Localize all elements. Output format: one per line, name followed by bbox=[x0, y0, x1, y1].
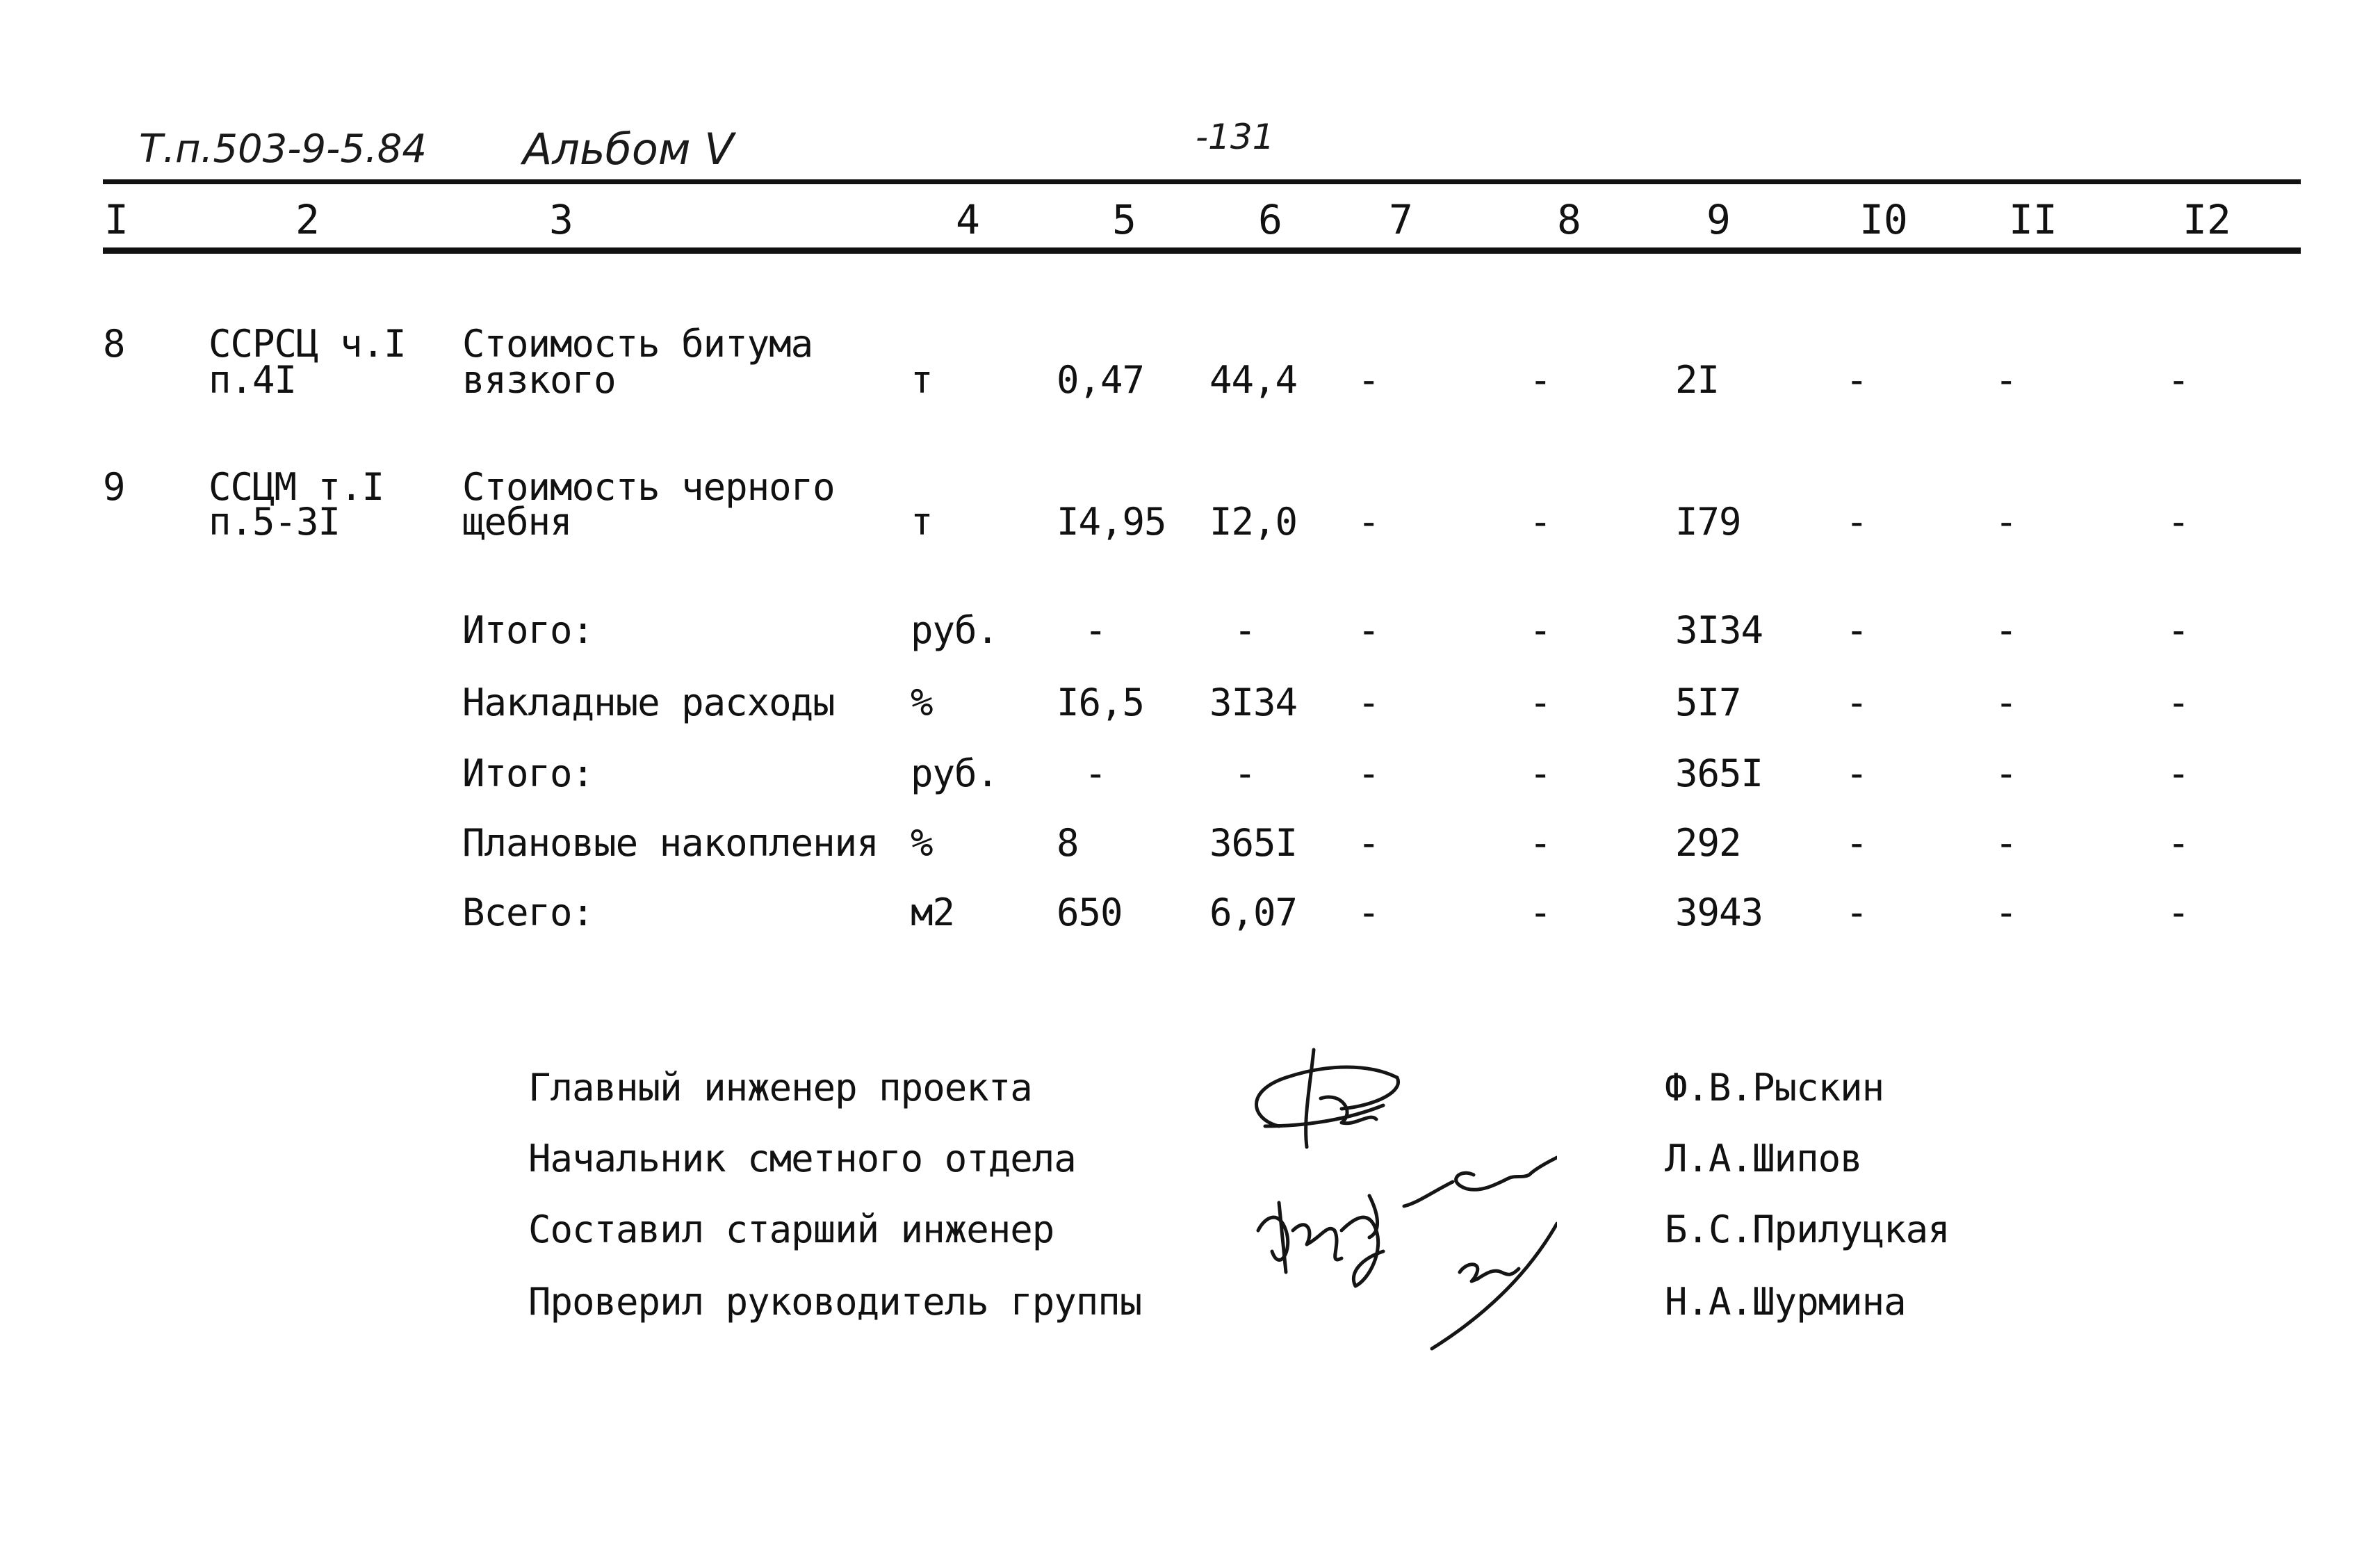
summary-dash: - bbox=[1995, 891, 2017, 934]
row-value: 0,47 bbox=[1057, 358, 1145, 402]
summary-value: - bbox=[1084, 608, 1107, 652]
row-basis: п.5-3I bbox=[209, 500, 341, 544]
column-header: II bbox=[2009, 196, 2057, 243]
signature-name: Н.А.Шурмина bbox=[1665, 1280, 1906, 1324]
row-dash: - bbox=[2167, 500, 2190, 544]
summary-dash: - bbox=[1995, 681, 2017, 724]
summary-total: 3943 bbox=[1675, 891, 1763, 934]
summary-dash: - bbox=[1995, 608, 2017, 652]
summary-name: Итого: bbox=[462, 608, 594, 652]
summary-value: 8 bbox=[1057, 821, 1079, 865]
summary-value: 650 bbox=[1057, 891, 1123, 934]
column-header: I0 bbox=[1859, 196, 1908, 243]
signature-name: Ф.В.Рыскин bbox=[1665, 1066, 1884, 1110]
row-name: щебня bbox=[462, 500, 572, 544]
row-number: 8 bbox=[103, 322, 125, 366]
summary-dash: - bbox=[1358, 681, 1380, 724]
summary-dash: - bbox=[1529, 891, 1551, 934]
row-dash: - bbox=[1529, 358, 1551, 402]
summary-dash: - bbox=[2167, 608, 2190, 652]
album-label: Альбом V bbox=[523, 124, 734, 174]
summary-value: I6,5 bbox=[1057, 681, 1145, 724]
row-dash: - bbox=[1358, 500, 1380, 544]
column-header: 9 bbox=[1706, 196, 1731, 243]
summary-value: 3I34 bbox=[1209, 681, 1298, 724]
summary-name: Плановые накопления bbox=[462, 821, 879, 865]
row-dash: - bbox=[1845, 500, 1868, 544]
column-header: 2 bbox=[295, 196, 320, 243]
row-unit: т bbox=[911, 500, 933, 544]
handwritten-signatures bbox=[1237, 1022, 1557, 1376]
row-dash: - bbox=[1995, 358, 2017, 402]
row-value: 44,4 bbox=[1209, 358, 1298, 402]
summary-dash: - bbox=[1358, 821, 1380, 865]
summary-dash: - bbox=[1529, 751, 1551, 795]
summary-dash: - bbox=[1358, 751, 1380, 795]
summary-dash: - bbox=[1358, 891, 1380, 934]
row-unit: т bbox=[911, 358, 933, 402]
summary-unit: руб. bbox=[911, 751, 999, 795]
column-header: I2 bbox=[2183, 196, 2231, 243]
summary-unit: % bbox=[911, 821, 933, 865]
row-dash: - bbox=[1529, 500, 1551, 544]
row-basis: ССРСЦ ч.I bbox=[209, 322, 406, 366]
row-dash: - bbox=[2167, 358, 2190, 402]
header-top-rule bbox=[103, 179, 2301, 184]
signature-name: Б.С.Прилуцкая bbox=[1665, 1208, 1950, 1251]
summary-value: 365I bbox=[1209, 821, 1298, 865]
row-name: Стоимость черного bbox=[462, 465, 835, 509]
row-dash: - bbox=[1845, 358, 1868, 402]
summary-value: - bbox=[1084, 751, 1107, 795]
row-value: I4,95 bbox=[1057, 500, 1166, 544]
summary-unit: м2 bbox=[911, 891, 955, 934]
summary-total: 292 bbox=[1675, 821, 1741, 865]
signature-position: Начальник сметного отдела bbox=[528, 1137, 1076, 1180]
document-number: Т.п.503-9-5.84 bbox=[139, 127, 427, 172]
summary-unit: % bbox=[911, 681, 933, 724]
signature-position: Составил старший инженер bbox=[528, 1208, 1054, 1251]
summary-total: 365I bbox=[1675, 751, 1763, 795]
summary-dash: - bbox=[2167, 681, 2190, 724]
summary-dash: - bbox=[2167, 821, 2190, 865]
summary-dash: - bbox=[1845, 891, 1868, 934]
column-header: 5 bbox=[1112, 196, 1136, 243]
row-number: 9 bbox=[103, 465, 125, 509]
summary-unit: руб. bbox=[911, 608, 999, 652]
header-bottom-rule bbox=[103, 247, 2301, 254]
signature-position: Проверил руководитель группы bbox=[528, 1280, 1142, 1324]
summary-value: - bbox=[1234, 751, 1256, 795]
summary-value: - bbox=[1234, 608, 1256, 652]
summary-total: 5I7 bbox=[1675, 681, 1741, 724]
row-name: Стоимость битума bbox=[462, 322, 813, 366]
summary-dash: - bbox=[1995, 751, 2017, 795]
summary-dash: - bbox=[1529, 608, 1551, 652]
signature-name: Л.А.Шипов bbox=[1665, 1137, 1862, 1180]
summary-dash: - bbox=[2167, 751, 2190, 795]
summary-dash: - bbox=[1845, 751, 1868, 795]
column-header: I bbox=[104, 196, 129, 243]
row-basis: п.4I bbox=[209, 358, 297, 402]
row-basis: ССЦМ т.I bbox=[209, 465, 384, 509]
summary-name: Накладные расходы bbox=[462, 681, 835, 724]
signature-position: Главный инженер проекта bbox=[528, 1066, 1032, 1110]
row-value: 2I bbox=[1675, 358, 1720, 402]
summary-name: Итого: bbox=[462, 751, 594, 795]
row-dash: - bbox=[1995, 500, 2017, 544]
summary-dash: - bbox=[1845, 821, 1868, 865]
summary-dash: - bbox=[2167, 891, 2190, 934]
column-header: 6 bbox=[1258, 196, 1282, 243]
column-header: 7 bbox=[1389, 196, 1413, 243]
column-header: 8 bbox=[1557, 196, 1581, 243]
summary-dash: - bbox=[1529, 681, 1551, 724]
summary-dash: - bbox=[1995, 821, 2017, 865]
column-header: 3 bbox=[549, 196, 573, 243]
summary-dash: - bbox=[1845, 608, 1868, 652]
summary-value: 6,07 bbox=[1209, 891, 1298, 934]
summary-total: 3I34 bbox=[1675, 608, 1763, 652]
row-dash: - bbox=[1358, 358, 1380, 402]
row-name: вязкого bbox=[462, 358, 616, 402]
page-number: -131 bbox=[1196, 117, 1275, 157]
row-value: I2,0 bbox=[1209, 500, 1298, 544]
row-value: I79 bbox=[1675, 500, 1741, 544]
summary-dash: - bbox=[1358, 608, 1380, 652]
summary-dash: - bbox=[1529, 821, 1551, 865]
summary-name: Всего: bbox=[462, 891, 594, 934]
summary-dash: - bbox=[1845, 681, 1868, 724]
column-header: 4 bbox=[956, 196, 980, 243]
